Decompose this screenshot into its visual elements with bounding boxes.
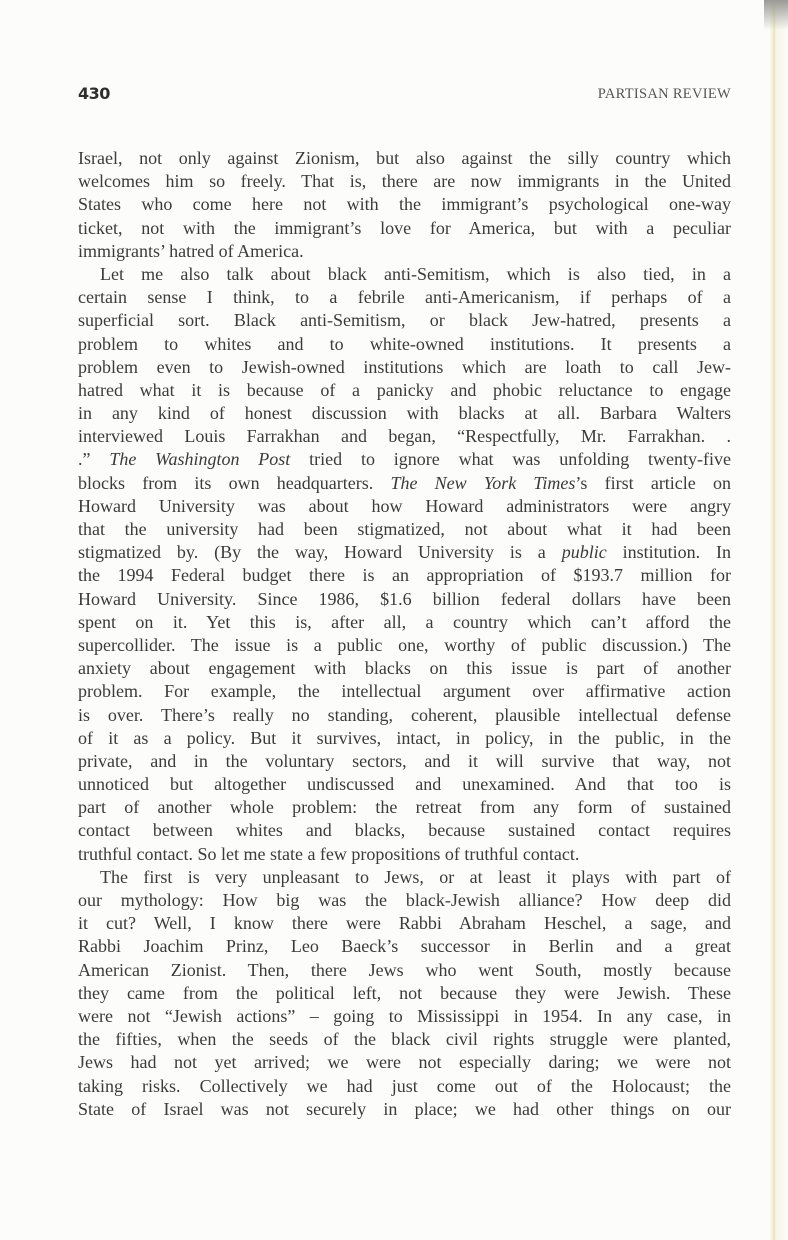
italic-title-text: The Washington Post <box>109 449 291 470</box>
line-text: blocks from its own headquarters. <box>78 472 391 493</box>
text-line <box>78 866 731 889</box>
line-text: The first is very unpleasant to Jews, or at least it plays with part of <box>100 866 731 887</box>
text-line <box>78 1005 731 1028</box>
line-text: were not “Jewish actions” – going to Mississippi in 1954. In any case, in <box>78 1005 731 1026</box>
line-text: hatred what it is because of a panicky and phobic reluctance to engage <box>78 379 731 400</box>
line-text: superficial sort. Black anti-Semitism, or black Jew-hatred, presents a <box>78 310 731 331</box>
text-line <box>78 959 731 982</box>
text-line <box>78 727 731 750</box>
line-text: certain sense I think, to a febrile anti-Americanism, if perhaps of a <box>78 287 731 308</box>
text-line <box>78 193 731 216</box>
line-text: Howard University was about how Howard administrators were angry <box>78 495 731 516</box>
line-text: problem even to Jewish-owned institutions which are loath to call Jew- <box>78 356 731 377</box>
italic-title-text: public <box>561 542 607 563</box>
text-line <box>78 495 731 518</box>
line-text: is over. There’s really no standing, coherent, plausible intellectual defense <box>78 704 731 725</box>
line-text: unnoticed but altogether undiscussed and unexamined. And that too is <box>78 774 731 795</box>
line-text: immigrants’ hatred of America. <box>78 240 304 261</box>
line-text: institution. In <box>606 542 731 563</box>
text-line <box>78 657 731 680</box>
line-text: States who come here not with the immigrant’s psychological one-way <box>78 194 731 215</box>
line-text: our mythology: How big was the black-Jewish alliance? How deep did <box>78 890 731 910</box>
text-line <box>78 634 731 657</box>
line-text: Jews had not yet arrived; we were not especially daring; we were not <box>78 1052 731 1073</box>
text-line <box>78 796 731 819</box>
line-text: problem. For example, the intellectual argument over affirmative action <box>78 681 731 702</box>
line-text: anxiety about engagement with blacks on this issue is part of another <box>78 658 731 679</box>
italic-title-text: The New York Times <box>390 472 576 493</box>
line-text: they came from the political left, not because they were Jewish. These <box>78 982 731 1003</box>
line-text: private, and in the voluntary sectors, and it will survive that way, not <box>78 750 731 771</box>
line-text: Rabbi Joachim Prinz, Leo Baeck’s successor in Berlin and a great <box>78 936 731 957</box>
text-line <box>78 704 731 727</box>
text-line <box>78 1051 731 1074</box>
text-line <box>78 425 731 448</box>
page-number: 430 <box>78 84 110 103</box>
line-text: contact between whites and blacks, because sustained contact requires <box>78 820 731 841</box>
line-text: of it as a policy. But it survives, intact, in policy, in the public, in the <box>78 727 731 748</box>
text-line <box>78 263 731 286</box>
journal-title: PARTISAN REVIEW <box>597 86 731 102</box>
line-text: problem to whites and to white-owned institutions. It presents a <box>78 333 731 354</box>
text-line <box>78 541 731 564</box>
line-text: part of another whole problem: the retreat from any form of sustained <box>78 797 731 818</box>
text-line <box>78 240 731 263</box>
line-text: that the university had been stigmatized, not about what it had been <box>78 519 731 539</box>
text-line <box>78 217 731 240</box>
text-line <box>78 680 731 703</box>
text-line <box>78 333 731 356</box>
text-line <box>78 147 731 170</box>
text-line <box>78 170 731 193</box>
text-line <box>78 819 731 842</box>
line-text: American Zionist. Then, there Jews who went South, mostly because <box>78 959 731 980</box>
line-text: ticket, not with the immigrant’s love for America, but with a peculiar <box>78 217 731 238</box>
line-text: .” <box>78 449 110 470</box>
text-line <box>78 518 731 541</box>
text-line <box>78 843 731 866</box>
page-corner-shadow <box>764 0 788 30</box>
text-line <box>78 1028 731 1051</box>
line-text: Let me also talk about black anti-Semitism, which is also tied, in a <box>100 263 731 284</box>
text-line <box>78 448 731 471</box>
line-text: the fifties, when the seeds of the black civil rights struggle were planted, <box>78 1029 731 1050</box>
line-text: truthful contact. So let me state a few propositions of truthful contact. <box>78 843 580 864</box>
line-text: State of Israel was not securely in place; we had other things on our <box>78 1098 731 1119</box>
line-text: Howard University. Since 1986, $1.6 billion federal dollars have been <box>78 588 731 609</box>
line-text: it cut? Well, I know there were Rabbi Abraham Heschel, a sage, and <box>78 913 731 934</box>
text-line <box>78 912 731 935</box>
line-text: welcomes him so freely. That is, there are now immigrants in the United <box>78 171 731 192</box>
line-text: supercollider. The issue is a public one, worthy of public discussion.) The <box>78 634 731 655</box>
text-line <box>78 379 731 402</box>
text-line <box>78 1098 731 1121</box>
line-text: in any kind of honest discussion with blacks at all. Barbara Walters <box>78 403 731 424</box>
text-line <box>78 402 731 425</box>
article-body <box>78 147 731 1121</box>
line-text: tried to ignore what was unfolding twenty-five <box>290 449 731 470</box>
text-line <box>78 472 731 495</box>
text-line <box>78 750 731 773</box>
text-line <box>78 286 731 309</box>
text-line <box>78 1075 731 1098</box>
line-text: taking risks. Collectively we had just come out of the Holocaust; the <box>78 1075 731 1096</box>
text-line <box>78 309 731 332</box>
text-line <box>78 588 731 611</box>
running-header <box>78 84 731 110</box>
text-line <box>78 611 731 634</box>
text-line <box>78 935 731 958</box>
line-text: stigmatized by. (By the way, Howard University is a <box>78 542 562 563</box>
page-edge-shadow <box>770 0 788 1240</box>
line-text: spent on it. Yet this is, after all, a country which can’t afford the <box>78 611 731 632</box>
text-line <box>78 773 731 796</box>
text-line <box>78 356 731 379</box>
line-text: interviewed Louis Farrakhan and began, “Respectfully, Mr. Farrakhan. . <box>78 426 731 447</box>
line-text: Israel, not only against Zionism, but also against the silly country which <box>78 148 731 168</box>
text-line <box>78 564 731 587</box>
line-text: the 1994 Federal budget there is an appropriation of $193.7 million for <box>78 565 731 586</box>
text-line <box>78 889 731 912</box>
text-line <box>78 982 731 1005</box>
line-text: ’s first article on <box>575 472 731 493</box>
